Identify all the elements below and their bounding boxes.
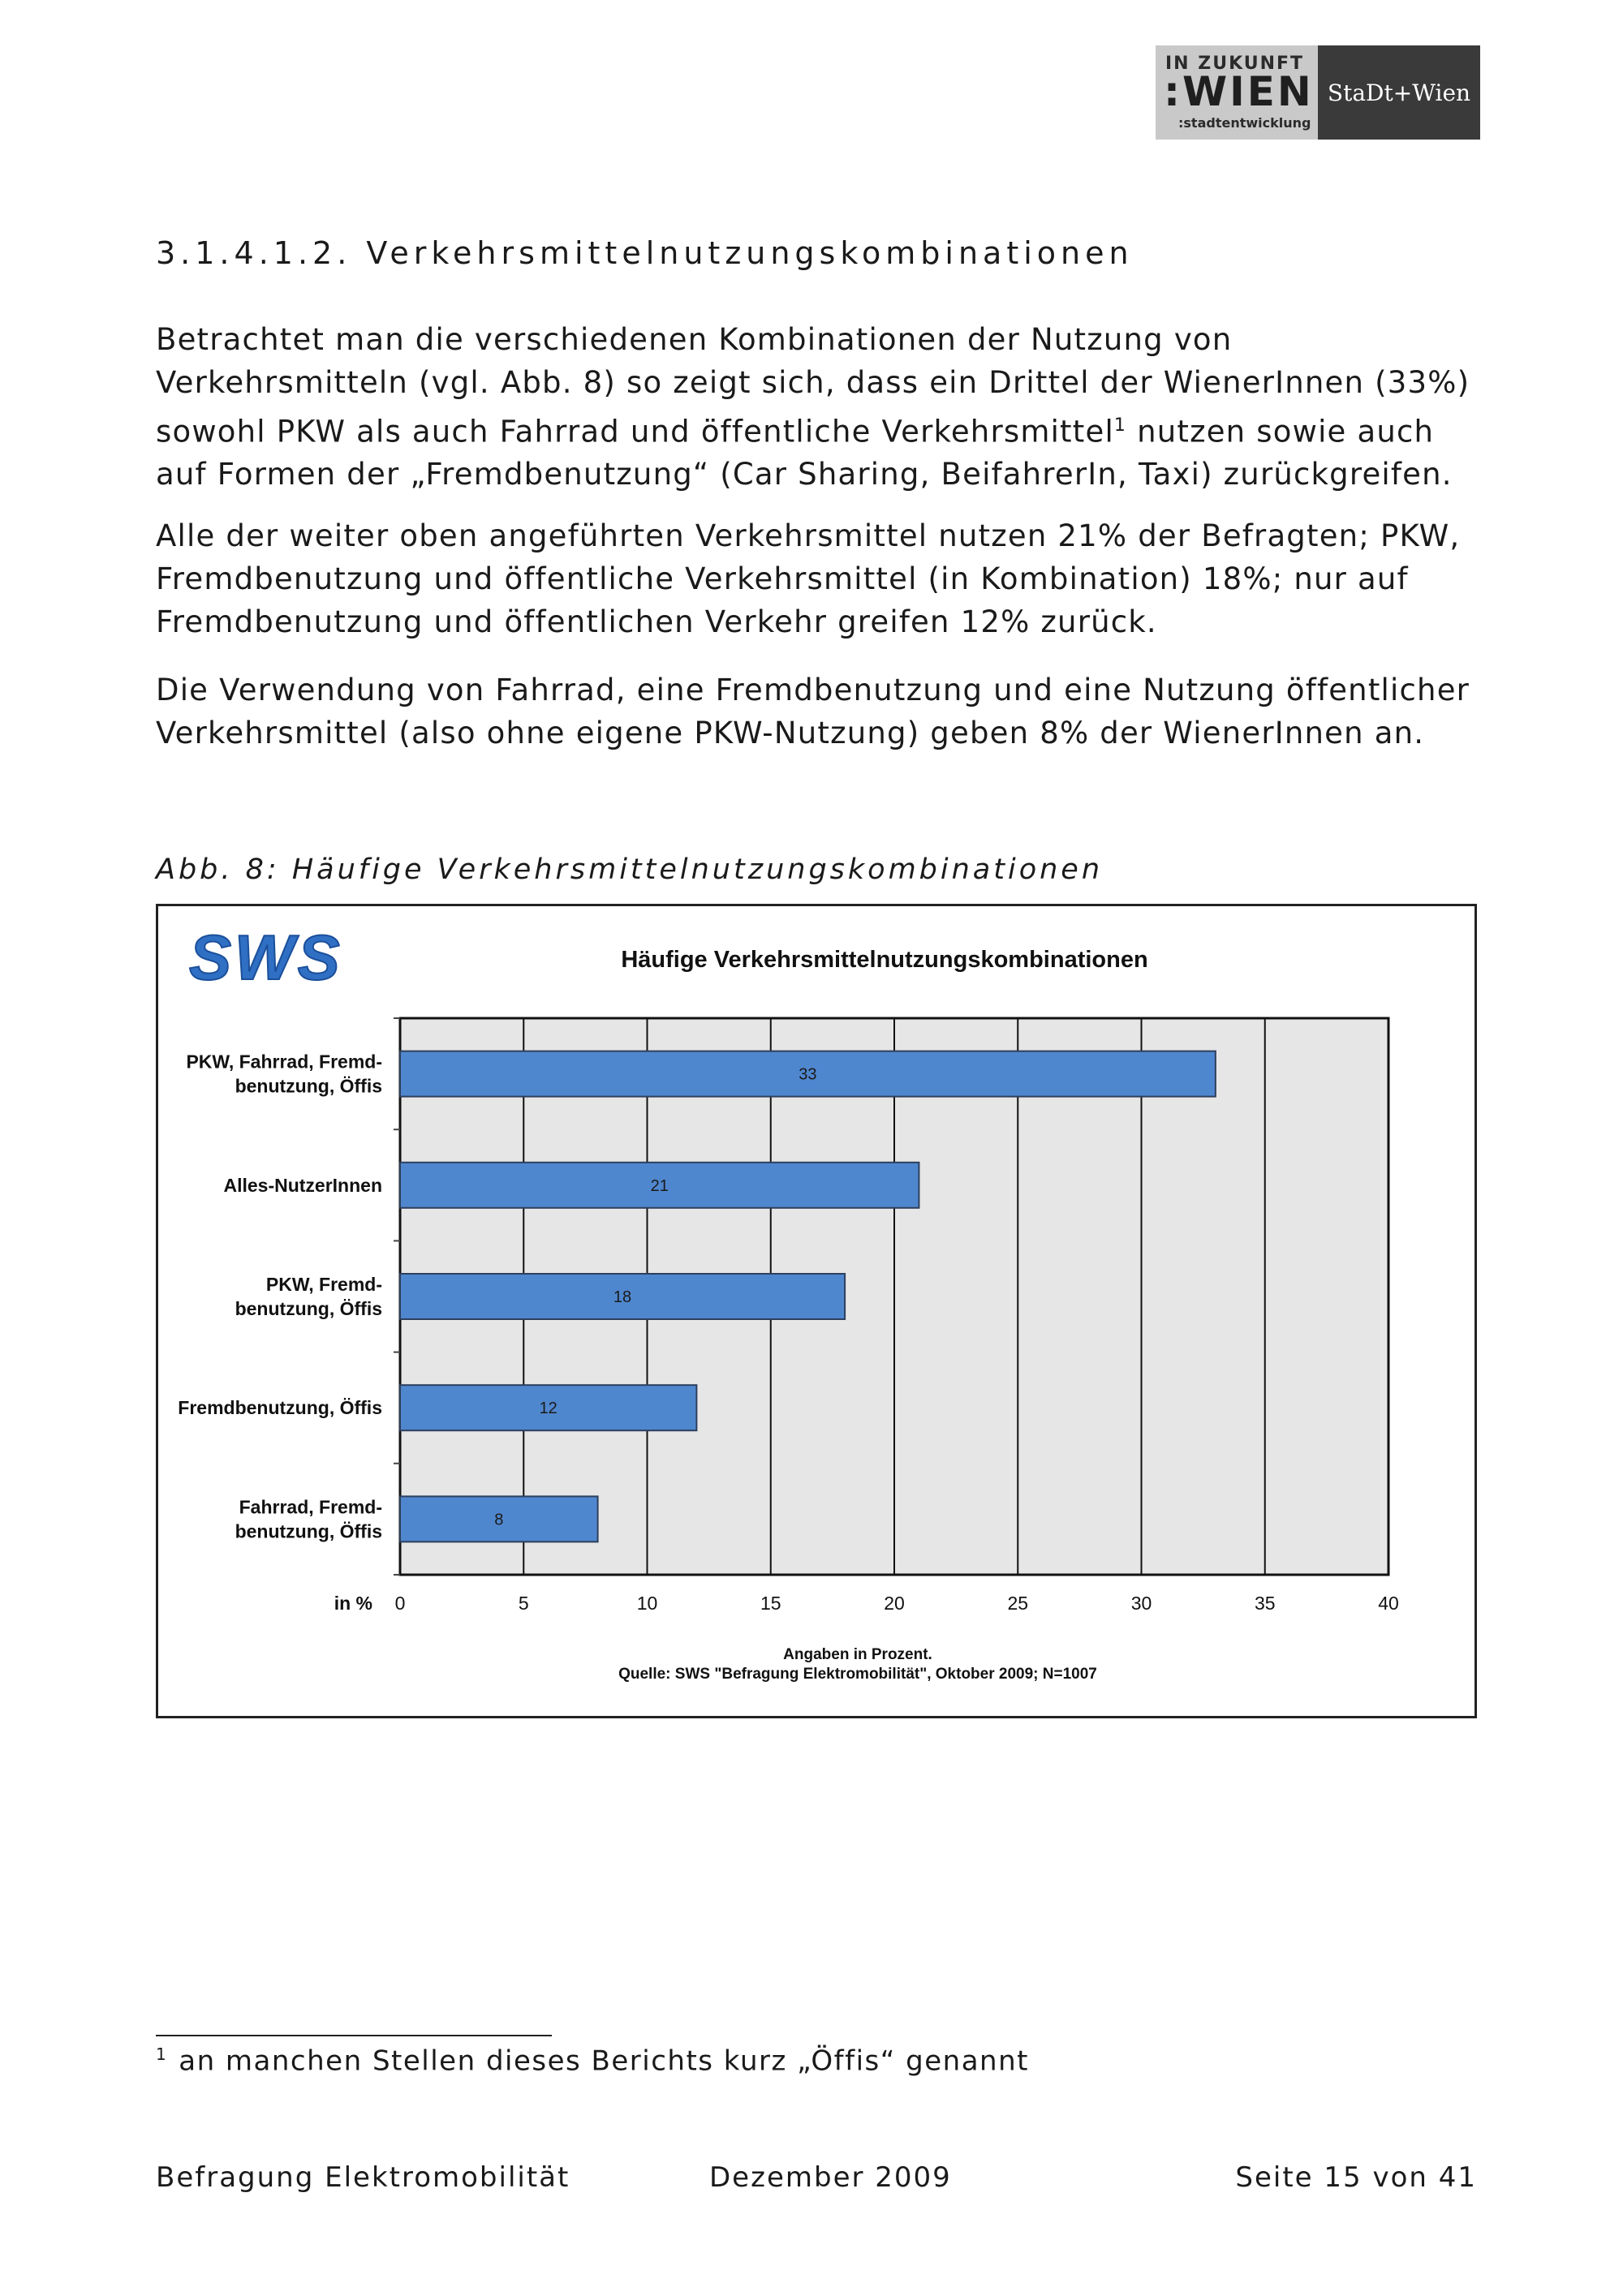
paragraph-3: Die Verwendung von Fahrrad, eine Fremdbenutzung und eine Nutzung öffentlicher Verkehrsmittel (also ohne eigene PKW-Nutzung) geben 8% der WienerInnen an. — [156, 673, 1470, 750]
category-label-2-line-1: Alles-NutzerInnen — [223, 1174, 382, 1196]
footnote — [156, 2044, 1029, 2077]
x-axis-unit-label: in % — [334, 1593, 372, 1614]
footnote-divider — [156, 2035, 552, 2036]
chart-note-line-1: Angaben in Prozent. — [783, 1646, 932, 1663]
x-tick-label-15: 15 — [760, 1593, 781, 1614]
paragraph-1-text: Betrachtet man die verschiedenen Kombinationen der Nutzung von Verkehrsmitteln (vgl. Abb. 8) so zeigt sich, dass ein Drittel der WienerInnen (33%) sowohl PKW als auch Fahrrad und öffentliche Verkehrsmittel — [156, 322, 1470, 449]
x-tick-label-20: 20 — [884, 1593, 905, 1614]
sws-logo: SWS — [189, 922, 343, 993]
category-label-3-line-1: PKW, Fremd- — [265, 1274, 382, 1295]
paragraph-2: Alle der weiter oben angeführten Verkehrsmittel nutzen 21% der Befragten; PKW, Fremdbenutzung und öffentliche Verkehrsmittel (in Kombination) 18%; nur auf Fremdbenutzung und öffentlichen Verkehr greifen 12% zurück. — [156, 518, 1461, 639]
logo-line-1: IN ZUKUNFT — [1165, 54, 1305, 74]
logo-line-2: :WIEN — [1164, 68, 1314, 115]
bar-value-label-1: 33 — [799, 1065, 817, 1084]
in-zukunft-wien-logo — [1156, 45, 1318, 140]
stadt-wien-logo — [1318, 45, 1480, 140]
category-labels — [178, 1051, 382, 1542]
x-tick-label-5: 5 — [518, 1593, 529, 1614]
footer-center: Dezember 2009 — [709, 2161, 952, 2194]
footnote-marker: 1 — [156, 2044, 168, 2064]
x-tick-label-35: 35 — [1254, 1593, 1276, 1614]
chart-frame — [156, 904, 1477, 1718]
chart-title: Häufige Verkehrsmittelnutzungskombinationen — [621, 947, 1148, 973]
bar-value-label-3: 18 — [613, 1288, 632, 1306]
category-label-5-line-2: benutzung, Öffis — [235, 1520, 382, 1542]
bar-value-label-5: 8 — [494, 1511, 504, 1529]
figure-caption: Abb. 8: Häufige Verkehrsmittelnutzungskombinationen — [156, 853, 1104, 886]
footer-right: Seite 15 von 41 — [1235, 2161, 1477, 2194]
x-tick-label-0: 0 — [394, 1593, 406, 1614]
footnote-reference[interactable]: 1 — [1113, 415, 1127, 436]
category-label-1-line-2: benutzung, Öffis — [235, 1075, 382, 1097]
section-heading: 3.1.4.1.2. Verkehrsmittelnutzungskombinationen — [156, 235, 1134, 271]
logo-line-3: :stadtentwicklung — [1178, 115, 1311, 131]
paragraph-1 — [156, 318, 1487, 496]
bar-chart — [158, 906, 1474, 1716]
x-tick-label-25: 25 — [1007, 1593, 1029, 1614]
chart-note-line-2: Quelle: SWS "Befragung Elektromobilität", Oktober 2009; N=1007 — [618, 1666, 1097, 1683]
bar-value-label-4: 12 — [539, 1400, 558, 1418]
category-label-5-line-1: Fahrrad, Fremd- — [239, 1496, 382, 1518]
footnote-text: an manchen Stellen dieses Berichts kurz „Öffis“ genannt — [179, 2044, 1029, 2078]
footer-left: Befragung Elektromobilität — [156, 2161, 570, 2194]
x-tick-label-10: 10 — [636, 1593, 658, 1614]
x-tick-label-40: 40 — [1378, 1593, 1399, 1614]
category-label-4-line-1: Fremdbenutzung, Öffis — [178, 1397, 382, 1419]
category-label-1-line-1: PKW, Fahrrad, Fremd- — [186, 1051, 382, 1073]
paragraph-1-text-continued: nutzen sowie auch auf Formen der „Fremdbenutzung“ (Car Sharing, BeifahrerIn, Taxi) zurückgreifen. — [156, 414, 1453, 492]
x-tick-label-30: 30 — [1130, 1593, 1152, 1614]
category-label-3-line-2: benutzung, Öffis — [235, 1298, 382, 1319]
x-tick-labels — [395, 1593, 1399, 1614]
vienna-logo — [1156, 45, 1480, 140]
bar-value-label-2: 21 — [650, 1176, 669, 1195]
stadt-wien-text: StaDt+Wien — [1327, 79, 1471, 106]
